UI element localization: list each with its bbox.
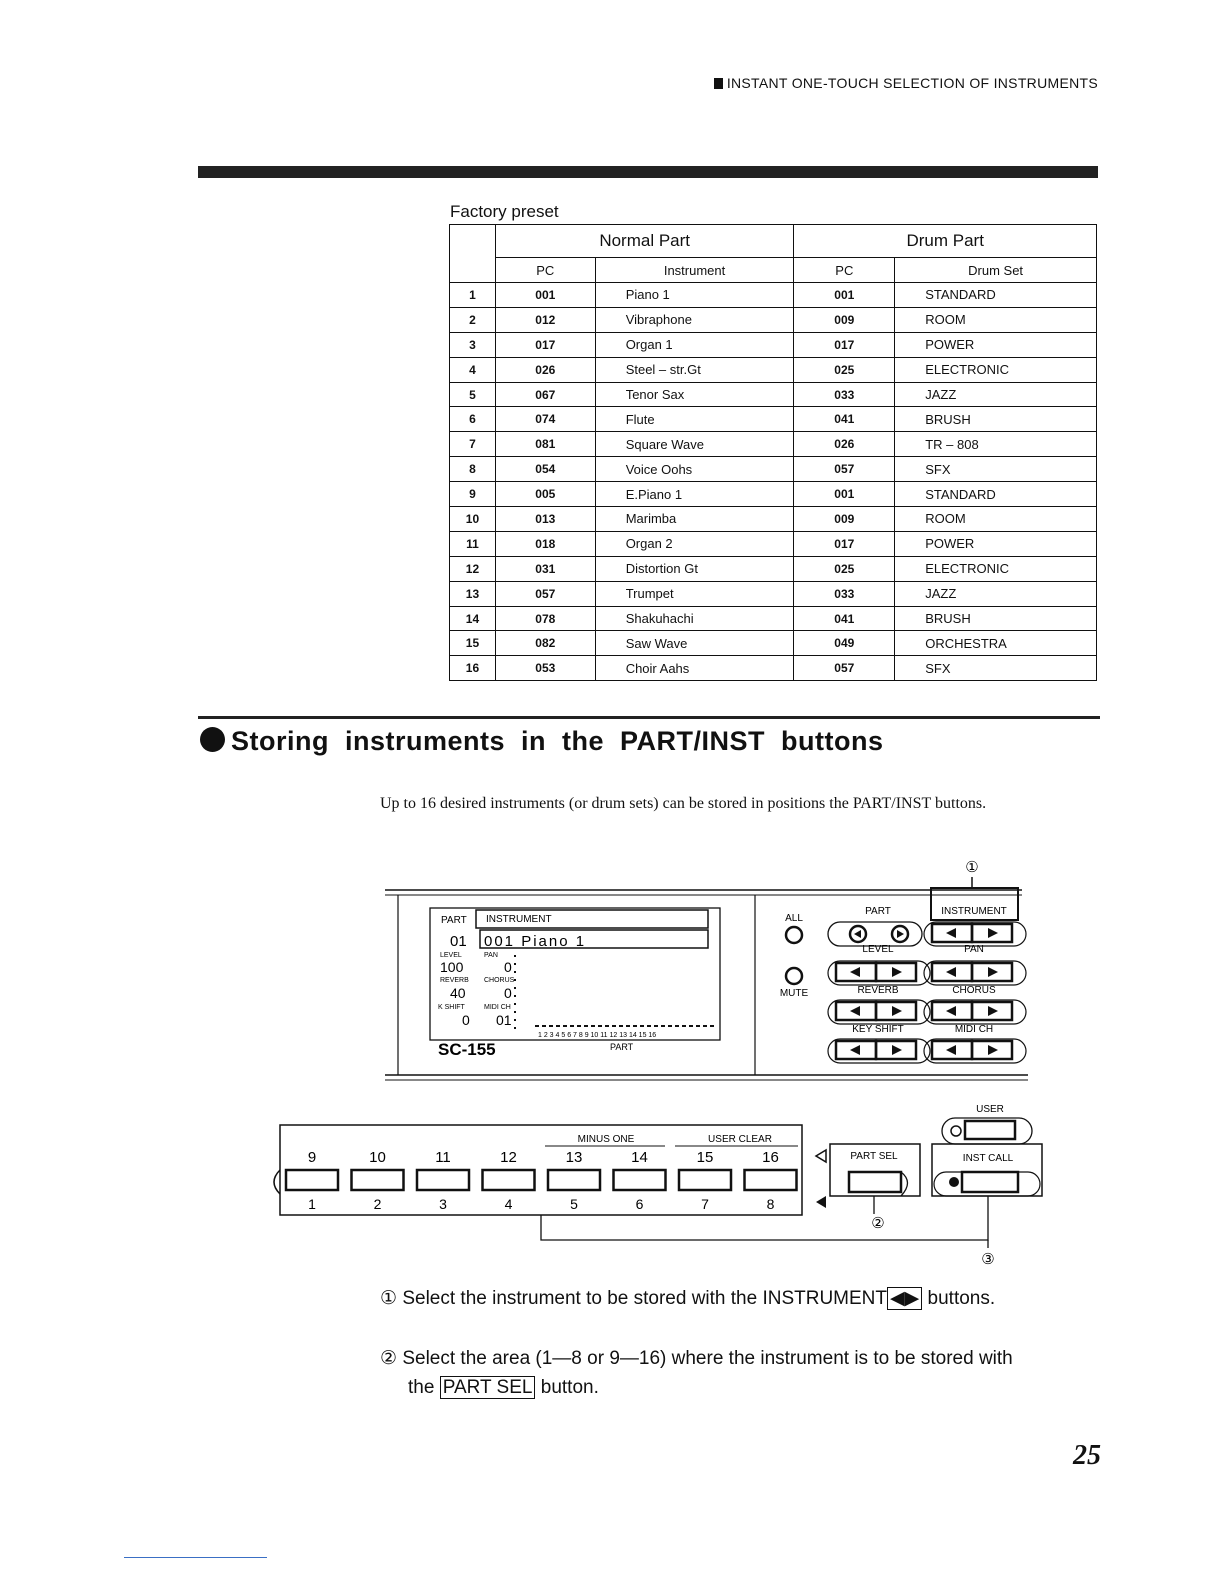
running-header (714, 75, 1098, 91)
chorus-label: CHORUS (952, 985, 996, 996)
footer-line (124, 1557, 267, 1558)
table-row (450, 457, 1097, 482)
button-label-bottom: 2 (373, 1196, 382, 1212)
left-arrow-icon (946, 928, 956, 938)
drum-pc: 009 (794, 307, 895, 332)
table-row (450, 307, 1097, 332)
normal-pc: 017 (495, 332, 595, 357)
right-arrow-icon (892, 1045, 902, 1055)
drum-set-name: BRUSH (895, 407, 1097, 432)
button-label-top: 11 (435, 1149, 451, 1166)
normal-pc: 067 (495, 382, 595, 407)
lcd-pan-label: PAN (484, 952, 498, 959)
minus-one-label: MINUS ONE (577, 1134, 635, 1145)
step-2 (380, 1344, 1013, 1402)
square-bullet-icon (714, 78, 723, 89)
button-label-bottom: 6 (635, 1196, 644, 1212)
drum-pc: 057 (794, 457, 895, 482)
inst-call-button[interactable] (962, 1172, 1018, 1192)
table-row (450, 581, 1097, 606)
top-rule (198, 166, 1098, 178)
drum-set-name: ELECTRONIC (895, 357, 1097, 382)
instrument-name: Shakuhachi (595, 606, 794, 631)
row-number: 4 (450, 357, 496, 382)
row-number: 12 (450, 556, 496, 581)
row-number: 13 (450, 581, 496, 606)
drum-set-name: SFX (895, 656, 1097, 681)
step-2-text: Select the area (1—8 or 9—16) where the instrument is to be stored with (402, 1348, 1013, 1369)
midi-ch-label: MIDI CH (954, 1024, 994, 1035)
instrument-name: Steel – str.Gt (595, 357, 794, 382)
drum-set-name: STANDARD (895, 482, 1097, 507)
part-sel-button[interactable] (849, 1172, 901, 1192)
table-row (450, 656, 1097, 681)
normal-pc: 013 (495, 507, 595, 532)
factory-preset-table (449, 224, 1097, 681)
instrument-label: INSTRUMENT (941, 906, 1007, 917)
lcd-reverb-value: 40 (450, 985, 466, 1001)
step-1 (380, 1287, 995, 1310)
step-1-end: buttons. (927, 1288, 996, 1309)
button-label-top: 14 (631, 1149, 648, 1166)
all-label: ALL (785, 913, 803, 924)
normal-pc: 018 (495, 531, 595, 556)
normal-pc: 012 (495, 307, 595, 332)
lcd-part-numbers: 1 2 3 4 5 6 7 8 9 10 11 12 13 14 15 16 (538, 1032, 657, 1039)
bullet-icon (200, 727, 225, 752)
drum-set-name: ORCHESTRA (895, 631, 1097, 656)
instrument-name: Saw Wave (595, 631, 794, 656)
drum-set-name: SFX (895, 457, 1097, 482)
callout-3: ③ (981, 1251, 995, 1268)
normal-pc: 078 (495, 606, 595, 631)
lcd-midich-value: 01 (496, 1012, 512, 1028)
drum-set-name: BRUSH (895, 606, 1097, 631)
all-button[interactable] (786, 927, 802, 943)
button-label-top: 16 (762, 1149, 779, 1166)
button-label-bottom: 4 (504, 1196, 513, 1212)
col-header-drum-set: Drum Set (895, 258, 1097, 283)
drum-pc: 001 (794, 482, 895, 507)
step-1-number: ① (380, 1288, 398, 1309)
normal-pc: 054 (495, 457, 595, 482)
instrument-name: Square Wave (595, 432, 794, 457)
normal-pc: 005 (495, 482, 595, 507)
right-arrow-icon (988, 1006, 998, 1016)
row-number: 14 (450, 606, 496, 631)
drum-set-name: JAZZ (895, 581, 1097, 606)
button-label-top: 13 (565, 1149, 583, 1166)
drum-pc: 041 (794, 407, 895, 432)
part-inst-button[interactable] (352, 1170, 404, 1190)
lcd-level-label: LEVEL (440, 952, 462, 959)
lcd-part-caption: PART (610, 1042, 634, 1052)
lcd-kshift-label: K SHIFT (438, 1004, 465, 1011)
button-label-bottom: 1 (308, 1196, 316, 1212)
user-clear-label: USER CLEAR (708, 1134, 772, 1145)
table-row (450, 357, 1097, 382)
mute-label: MUTE (779, 988, 809, 999)
mute-button[interactable] (786, 968, 802, 984)
part-inst-button[interactable] (548, 1170, 600, 1190)
normal-pc: 074 (495, 407, 595, 432)
col-header-drum-pc: PC (794, 258, 895, 283)
drum-pc: 026 (794, 432, 895, 457)
left-arrow-icon (946, 1006, 956, 1016)
corner-cell (450, 225, 496, 283)
col-header-instrument: Instrument (595, 258, 794, 283)
drum-pc: 033 (794, 382, 895, 407)
instrument-name: Flute (595, 407, 794, 432)
table-caption: Factory preset (450, 202, 559, 221)
row-number: 15 (450, 631, 496, 656)
part-sel-label: PART SEL (850, 1151, 898, 1162)
upper-arrow-indicator-icon (816, 1150, 826, 1162)
button-label-top: 12 (500, 1149, 517, 1166)
drum-set-name: ROOM (895, 507, 1097, 532)
table-row (450, 407, 1097, 432)
normal-pc: 031 (495, 556, 595, 581)
normal-pc: 026 (495, 357, 595, 382)
row-number: 5 (450, 382, 496, 407)
level-label: LEVEL (862, 944, 894, 955)
button-label-bottom: 8 (766, 1196, 775, 1212)
drum-set-name: POWER (895, 332, 1097, 357)
callout-2: ② (871, 1215, 885, 1232)
part-sel-label-box: PART SEL (440, 1376, 536, 1399)
instrument-name: Trumpet (595, 581, 794, 606)
lcd-reverb-label: REVERB (440, 977, 469, 984)
part-inst-button[interactable] (745, 1170, 797, 1190)
step-1-text: Select the instrument to be stored with the INSTRUMENT (402, 1288, 888, 1309)
drum-set-name: ELECTRONIC (895, 556, 1097, 581)
button-label-bottom: 7 (701, 1196, 709, 1212)
left-arrow-icon (850, 967, 860, 977)
right-arrow-icon (988, 928, 998, 938)
table-row (450, 283, 1097, 308)
right-arrow-icon (988, 967, 998, 977)
part-inst-button[interactable] (614, 1170, 666, 1190)
row-number: 1 (450, 283, 496, 308)
button-label-top: 9 (307, 1149, 317, 1166)
row-number: 9 (450, 482, 496, 507)
page-number: 25 (1073, 1440, 1101, 1471)
header-title: INSTANT ONE-TOUCH SELECTION OF INSTRUMENTS (726, 75, 1098, 91)
user-led-icon (951, 1126, 961, 1136)
step-2-end: button. (540, 1377, 599, 1398)
callout-1: ① (965, 859, 979, 876)
drum-pc: 033 (794, 581, 895, 606)
row-number: 7 (450, 432, 496, 457)
drum-pc: 001 (794, 283, 895, 308)
button-label-bottom: 3 (439, 1196, 447, 1212)
table-row (450, 382, 1097, 407)
model-name: SC-155 (438, 1040, 496, 1059)
section-title (200, 726, 883, 757)
drum-set-name: STANDARD (895, 283, 1097, 308)
row-number: 8 (450, 457, 496, 482)
normal-part-header: Normal Part (495, 225, 794, 258)
pan-label: PAN (964, 944, 984, 955)
table-row (450, 531, 1097, 556)
table-row (450, 432, 1097, 457)
lcd-instrument-value: 001 Piano 1 (484, 933, 587, 950)
lcd-chorus-value: 0 (504, 985, 512, 1001)
row-number: 6 (450, 407, 496, 432)
row-number: 16 (450, 656, 496, 681)
instrument-name: Voice Oohs (595, 457, 794, 482)
button-label-top: 15 (696, 1149, 714, 1166)
table-row (450, 631, 1097, 656)
part-label: PART (865, 906, 891, 917)
right-arrow-icon (892, 967, 902, 977)
part-inst-button[interactable] (417, 1170, 469, 1190)
drum-set-name: TR – 808 (895, 432, 1097, 457)
drum-pc: 017 (794, 332, 895, 357)
instrument-name: Vibraphone (595, 307, 794, 332)
left-arrow-icon (946, 1045, 956, 1055)
drum-set-name: JAZZ (895, 382, 1097, 407)
drum-pc: 009 (794, 507, 895, 532)
user-button[interactable] (965, 1121, 1015, 1139)
normal-pc: 082 (495, 631, 595, 656)
lcd-instrument-label: INSTRUMENT (486, 914, 552, 925)
reverb-label: REVERB (857, 985, 899, 996)
instrument-name: E.Piano 1 (595, 482, 794, 507)
part-inst-button[interactable] (286, 1170, 338, 1190)
instrument-name: Piano 1 (595, 283, 794, 308)
lower-arrow-indicator-icon (816, 1196, 826, 1208)
lcd-level-value: 100 (440, 959, 464, 975)
instrument-name: Marimba (595, 507, 794, 532)
table-row (450, 507, 1097, 532)
drum-pc: 017 (794, 531, 895, 556)
drum-set-name: ROOM (895, 307, 1097, 332)
right-arrow-icon (892, 1006, 902, 1016)
instrument-name: Choir Aahs (595, 656, 794, 681)
left-arrow-icon (850, 1006, 860, 1016)
row-number: 3 (450, 332, 496, 357)
normal-pc: 053 (495, 656, 595, 681)
drum-pc: 041 (794, 606, 895, 631)
normal-pc: 057 (495, 581, 595, 606)
left-arrow-icon (850, 1045, 860, 1055)
key-shift-label: KEY SHIFT (852, 1024, 904, 1035)
table-row (450, 332, 1097, 357)
col-header-pc: PC (495, 258, 595, 283)
drum-pc: 025 (794, 556, 895, 581)
row-number: 11 (450, 531, 496, 556)
step-2-number: ② (380, 1348, 398, 1369)
lcd-part-value: 01 (450, 933, 467, 950)
table-row (450, 482, 1097, 507)
drum-pc: 049 (794, 631, 895, 656)
button-label-top: 10 (369, 1149, 386, 1166)
part-inst-button[interactable] (483, 1170, 535, 1190)
table-row (450, 556, 1097, 581)
panel-illustration (250, 850, 1070, 1270)
instrument-name: Tenor Sax (595, 382, 794, 407)
drum-pc: 025 (794, 357, 895, 382)
inst-call-label: INST CALL (962, 1153, 1014, 1164)
left-arrow-icon (946, 967, 956, 977)
right-arrow-icon (988, 1045, 998, 1055)
instrument-name: Distortion Gt (595, 556, 794, 581)
normal-pc: 081 (495, 432, 595, 457)
step-2-the: the (408, 1377, 435, 1398)
lcd-midich-label: MIDI CH (484, 1004, 511, 1011)
lcd-chorus-label: CHORUS (484, 977, 515, 984)
intro-paragraph: Up to 16 desired instruments (or drum sets) can be stored in positions the PART/INST buttons. (380, 795, 987, 812)
instrument-name: Organ 2 (595, 531, 794, 556)
section-title-text: Storing instruments in the PART/INST buttons (231, 726, 884, 756)
inst-call-led-icon (949, 1177, 959, 1187)
table-row (450, 606, 1097, 631)
instrument-name: Organ 1 (595, 332, 794, 357)
lcd-pan-value: 0 (504, 959, 512, 975)
user-label: USER (976, 1104, 1004, 1115)
row-number: 2 (450, 307, 496, 332)
drum-set-name: POWER (895, 531, 1097, 556)
normal-pc: 001 (495, 283, 595, 308)
lcd-part-label: PART (441, 915, 467, 926)
row-number: 10 (450, 507, 496, 532)
lcd-kshift-value: 0 (462, 1012, 470, 1028)
instrument-arrow-buttons-icon: ◀▶ (887, 1287, 922, 1310)
button-label-bottom: 5 (570, 1196, 578, 1212)
drum-pc: 057 (794, 656, 895, 681)
part-inst-button[interactable] (679, 1170, 731, 1190)
section-rule (198, 716, 1100, 719)
drum-part-header: Drum Part (794, 225, 1097, 258)
